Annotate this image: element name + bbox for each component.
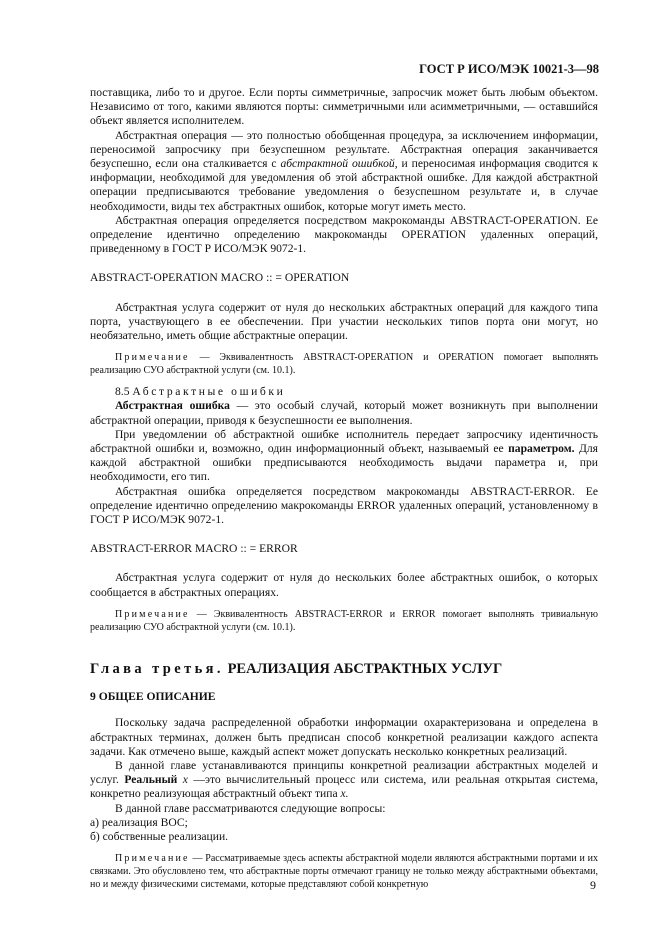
note: Примечание — Эквивалентность ABSTRACT-ERROR и ERROR помогает выполнять тривиальную реализацию СУО абстрактной услуги (см. 10.1). [90,608,598,633]
term: Реальный [124,773,178,787]
paragraph: В данной главе рассматриваются следующие вопросы: [115,801,386,815]
chapter-title: Глава третья. РЕАЛИЗАЦИЯ АБСТРАКТНЫХ УСЛУГ [90,660,503,677]
paragraph: В данной главе устанавливаются принципы конкретной реализации абстрактных моделей и услуг. Реальный x —это вычислительный процесс или система, или реальная открытая система, конкретно реализующая абстрактный объект типа x. [90,758,598,801]
paragraph: Абстрактная услуга содержит от нуля до нескольких более абстрактных ошибок, о которых сообщается в абстрактных операциях. [90,571,598,599]
running-header: ГОСТ Р ИСО/МЭК 10021-3—98 [419,62,599,76]
paragraph: Абстрактная операция определяется посредством макрокоманды ABSTRACT-OPERATION. Ее определение идентично определению макрокоманды OPERATION удаленных операций, приведенному в ГОСТ Р ИСО/МЭК 9072-1. [90,213,598,256]
paragraph: Абстрактная услуга содержит от нуля до нескольких абстрактных операций для каждого типа порта, участвующего в ее обеспечении. При участии нескольких типов порта они могут, но необязательно, иметь общие абстрактные операции. [90,300,598,343]
term: Абстрактная ошибка [115,399,230,413]
paragraph: Поскольку задача распределенной обработки информации охарактеризована и определена в абстрактных терминах, должен быть предписан способ конкретной реализации каждого аспекта задачи. Как отмечено выше, каждый аспект может допускать несколько конкретных реализаций. [90,716,598,758]
macro-definition: ABSTRACT-OPERATION MACRO :: = OPERATION [90,271,350,285]
paragraph: Абстрактная ошибка определяется посредством макрокоманды ABSTRACT-ERROR. Ее определение идентично определению макрокоманды ERROR удаленных операций, установленному в ГОСТ Р ИСО/МЭК 9072-1. [90,484,598,527]
paragraph: Абстрактная ошибка — это особый случай, который может возникнуть при выполнении абстрактной операции, приводя к безуспешности ее выполнения. [90,399,598,427]
note-label: Примечание [115,608,190,620]
page-body [90,86,598,891]
note-label: Примечание [115,352,190,364]
emphasis: абстрактной ошибкой, [280,157,398,171]
list-item: а) реализация ВОС; [90,815,188,829]
paragraph: При уведомлении об абстрактной ошибке исполнитель передает запросчику идентичность абстрактной ошибки и, возможно, один информационный объект, называемый ее параметром. Для каждой абстрактной ошибки предписываются необходимость выдачи параметра и, при необходимости, его тип. [90,427,598,484]
page-number: 9 [590,878,596,892]
section-heading-8-5: 8.5 Абстрактные ошибки [115,385,286,399]
list-item: б) собственные реализации. [90,829,229,843]
note: Примечание — Рассматриваемые здесь аспекты абстрактной модели являются абстрактными портами и их связками. Это обусловлено тем, что абстрактные порты отмечают границу не только между абстрактными объектами, но и между физическими системами, которые представляют собой конкретную [90,853,598,891]
note: Примечание — Эквивалентность ABSTRACT-OPERATION и OPERATION помогает выполнять реализацию СУО абстрактной услуги (см. 10.1). [90,352,598,377]
note-label: Примечание [115,853,190,865]
section-heading-9: 9 ОБЩЕЕ ОПИСАНИЕ [90,690,216,704]
paragraph: Абстрактная операция — это полностью обобщенная процедура, за исключением информации, переносимой запросчику при безуспешном результате. Абстрактная операция заканчивается безуспешно, если она сталкивается с абстрактной ошибкой, и переносимая информация сводится к информации, необходимой для уведомления об этой абстрактной ошибке. Для каждой абстрактной операции предписываются требование уведомления о безуспешном результате и, в случае необходимости, виды тех абстрактных ошибок, которые могут иметь место. [90,128,599,213]
term: параметром. [508,442,575,456]
macro-definition: ABSTRACT-ERROR MACRO :: = ERROR [90,542,298,556]
paragraph: поставщика, либо то и другое. Если порты симметричные, запросчик может быть любым объектом. Независимо от того, какими являются порты: симметричными или асимметричными, — оставшийся объект является исполнителем. [90,86,598,128]
